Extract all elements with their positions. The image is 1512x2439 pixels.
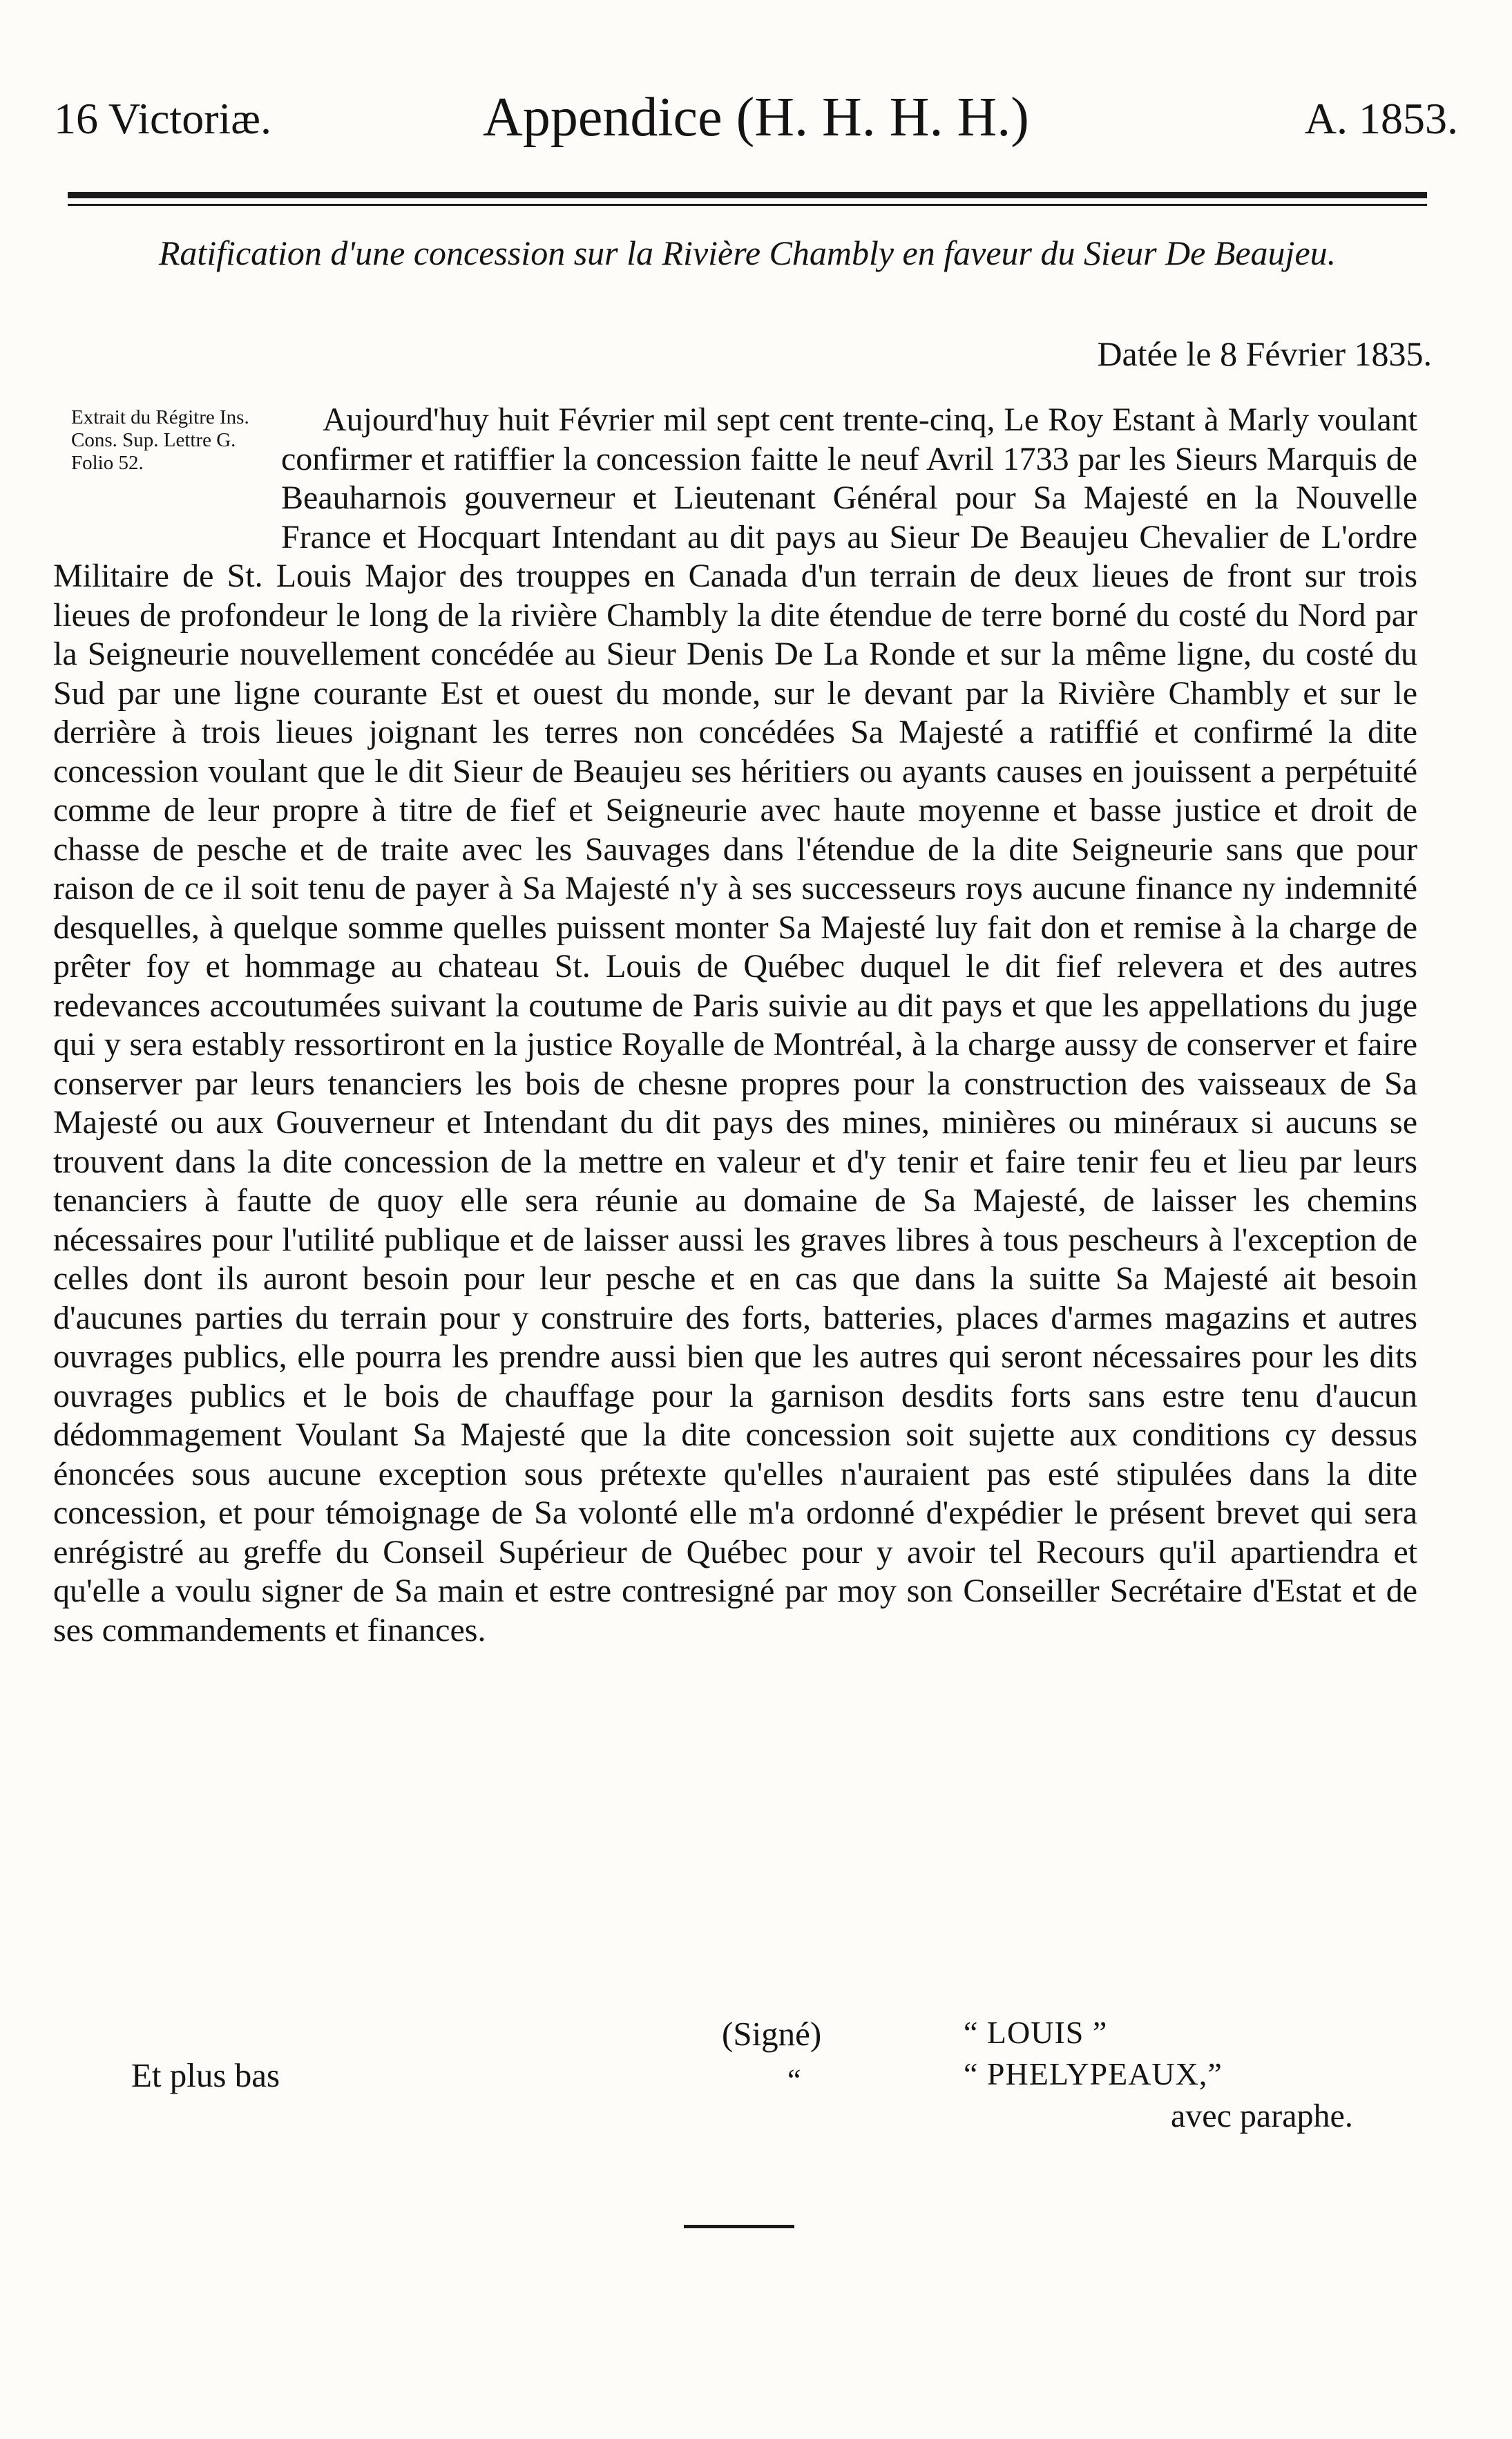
ditto-mark: “ [787,2063,801,2097]
margin-gap [53,401,281,553]
header-year: A. 1853. [1304,94,1458,143]
header-session: 16 Victoriæ. [54,94,271,143]
body-text-block [53,401,1417,1650]
paraphe-note: avec paraphe. [1171,2098,1353,2134]
signature-phelypeaux: “ PHELYPEAUX,” [964,2056,1223,2091]
document-date: Datée le 8 Février 1835. [1097,334,1432,373]
header-appendix: Appendice (H. H. H. H.) [483,87,1029,148]
signed-label: (Signé) [722,2015,822,2053]
body-text: Aujourd'huy huit Février mil sept cent trente-cinq, Le Roy Estant à Marly voulant confirmer et ratiffier la concession faitte le neuf Avril 1733 par les Sieurs Marquis de Beauharnois gouverneur et Lieutenant Général pour Sa Majesté en la Nouvelle France et Hocquart Intendant au dit pays au Sieur De Beaujeu Chevalier de L'ordre Militaire de St. Louis Major des trouppes en Canada d'un terrain de deux lieues de front sur trois lieues de profondeur le long de la rivière Chambly la dite étendue de terre borné du costé du Nord par la Seigneurie nouvellement concédée au Sieur Denis De La Ronde et sur la même ligne, du costé du Sud par une ligne courante Est et ouest du monde, sur le devant par la Rivière Chambly et sur le derrière à trois lieues joignant les terres non concédées Sa Majesté a ratiffié et confirmé la dite concession voulant que le dit Sieur de Beaujeu ses héritiers ou ayants causes en jouissent a perpétuité comme de leur propre à titre de fief et Seigneurie avec haute moyenne et basse justice et droit de chasse de pesche et de traite avec les Sauvages dans l'étendue de la dite Seigneurie sans que pour raison de ce il soit tenu de payer à Sa Majesté n'y à ses successeurs roys aucune finance ny indemnité desquelles, à quelque somme quelles puissent monter Sa Majesté luy fait don et remise à la charge de prêter foy et hommage au chateau St. Louis de Québec duquel le dit fief relevera et des autres redevances accoutumées suivant la coutume de Paris suivie au dit pays et que les appellations du juge qui y sera estably ressortiront en la justice Royalle de Montréal, à la charge aussy de conserver et faire conserver par leurs tenanciers les bois de chesne propres pour la construction des vaisseaux de Sa Majesté ou aux Gouverneur et Intendant du dit pays des mines, minières ou minéraux si aucuns se trouvent dans la dite concession de la mettre en valeur et d'y tenir et faire tenir feu et lieu par leurs tenanciers à fautte de quoy elle sera réunie au domaine de Sa Majesté, de laisser les chemins nécessaires pour l'utilité publique et de laisser aussi les graves libres à tous pescheurs à l'exception de celles dont ils auront besoin pour leur pesche et en cas que dans la suitte Sa Majesté ait besoin d'aucunes parties du terrain pour y construire des forts, batteries, places d'armes magazins et autres ouvrages publics, elle pourra les prendre aussi bien que les autres qui seront nécessaires pour les dits ouvrages publics et le bois de chauffage pour la garnison desdits forts sans estre tenu d'aucun dédommagement Voulant Sa Majesté que la dite concession soit sujette aux conditions cy dessus énoncées sous aucune exception sous prétexte qu'elles n'auraient pas esté stipulées dans la dite concession, et pour témoignage de Sa volonté elle m'a ordonné d'expédier le présent brevet qui sera enrégistré au greffe du Conseil Supérieur de Québec pour y avoir tel Recours qu'il apartiendra et qu'elle a voulu signer de Sa main et estre contresigné par moy son Conseiller Secrétaire d'Estat et de ses commandements et finances. [53,401,1417,1649]
signature-louis: “ LOUIS ” [964,2015,1108,2050]
header-rule-thick [68,192,1427,198]
end-rule [684,2225,794,2228]
document-title: Ratification d'une concession sur la Rivière Chambly en faveur du Sieur De Beaujeu. [158,234,1337,272]
plus-bas-label: Et plus bas [131,2056,280,2094]
margin-note: Extrait du Régitre Ins. Cons. Sup. Lettre G. Folio 52. [71,406,249,474]
header-rule-thin [68,204,1427,206]
